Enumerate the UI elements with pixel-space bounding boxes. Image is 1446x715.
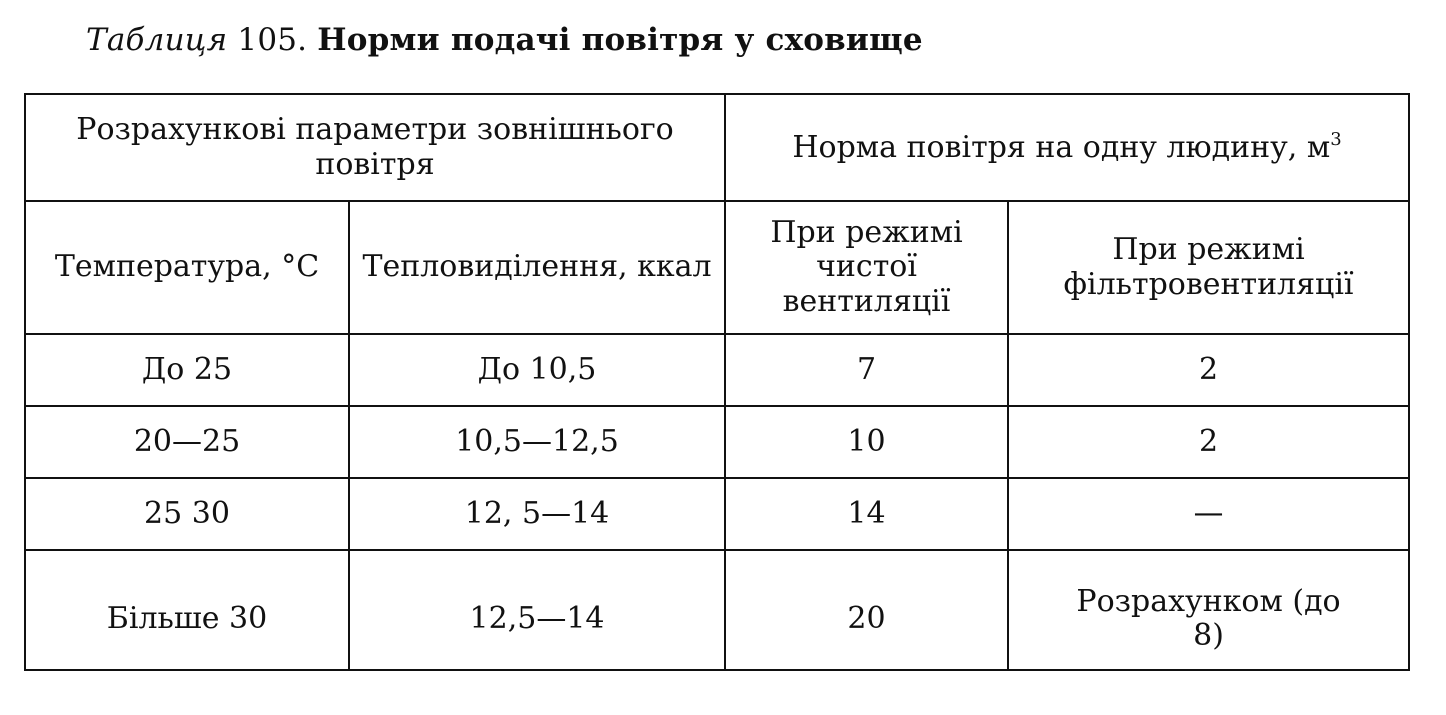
header-row-groups (25, 94, 1409, 201)
table-row (25, 334, 1409, 406)
cell-clean: 10 (725, 406, 1008, 478)
header-temperature-text: Температура, °С (54, 249, 320, 285)
header-heat-text: Тепловиділення, ккал (362, 249, 712, 285)
header-row-columns (25, 201, 1409, 334)
header-filter-ventilation (1008, 201, 1409, 334)
cell-heat: 10,5—12,5 (349, 406, 725, 478)
header-heat (349, 201, 725, 334)
cell-heat: До 10,5 (349, 334, 725, 406)
cell-filter: 2 (1008, 334, 1409, 406)
cell-clean: 7 (725, 334, 1008, 406)
header-outdoor-parameters-text: Розрахункові параметри зовнішнього повітря (76, 112, 674, 182)
caption-number: 105. (237, 22, 308, 58)
air-supply-norms-table (24, 93, 1410, 671)
cell-heat: 12,5—14 (349, 550, 725, 670)
cell-heat: 12, 5—14 (349, 478, 725, 550)
cell-temperature: 20—25 (25, 406, 349, 478)
cell-filter: — (1008, 478, 1409, 550)
cell-clean: 20 (725, 550, 1008, 670)
caption-title: Норми подачі повітря у сховище (317, 22, 923, 58)
header-filter-ventilation-text: При режимі фільтровентиляції (1063, 232, 1354, 302)
cell-temperature: До 25 (25, 334, 349, 406)
cell-filter (1008, 550, 1409, 670)
header-air-norm-text: Норма повітря на одну людину, м (792, 129, 1331, 165)
cell-temperature: 25 30 (25, 478, 349, 550)
cell-filter-text: Розрахунком (до 8) (1076, 583, 1341, 653)
header-clean-ventilation-text: При режимі чистої вентиляції (770, 214, 963, 319)
table-caption (86, 22, 923, 58)
header-outdoor-parameters (25, 94, 725, 201)
header-clean-ventilation (725, 201, 1008, 334)
header-temperature (25, 201, 349, 334)
cell-filter: 2 (1008, 406, 1409, 478)
table-row (25, 550, 1409, 670)
header-air-norm-unit-power: 3 (1330, 128, 1342, 150)
caption-label: Таблиця (86, 22, 228, 58)
header-air-norm (725, 94, 1409, 201)
table-row (25, 406, 1409, 478)
cell-clean: 14 (725, 478, 1008, 550)
table-row (25, 478, 1409, 550)
cell-temperature: Більше 30 (25, 550, 349, 670)
